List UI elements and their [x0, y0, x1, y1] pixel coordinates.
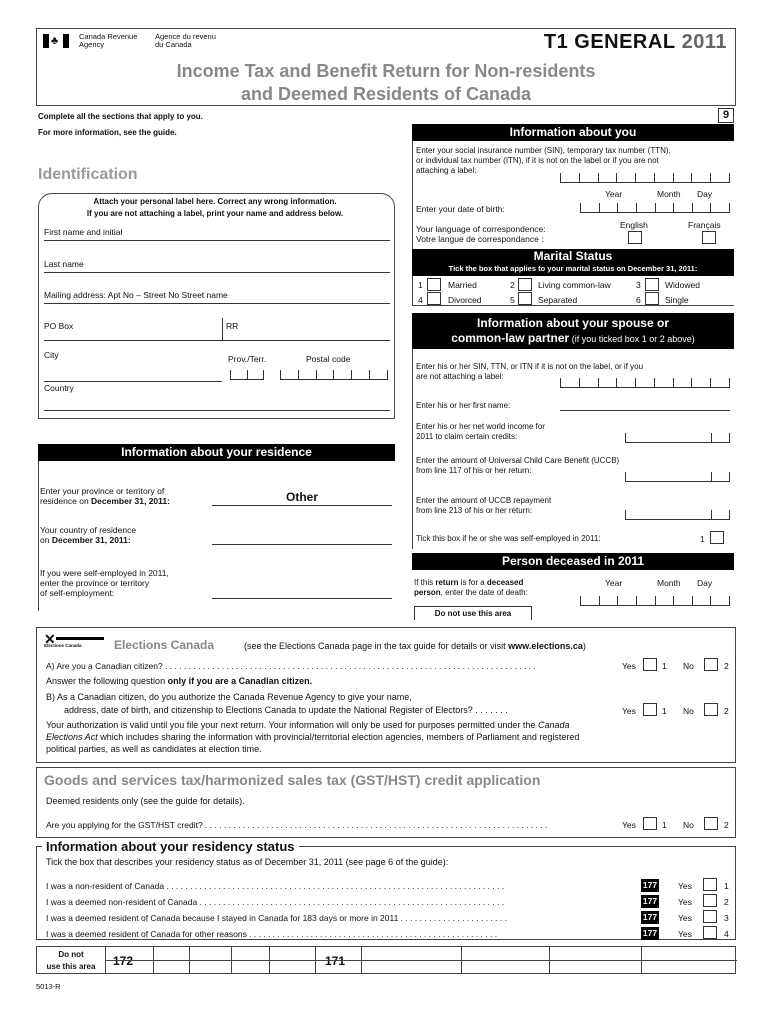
residency-checkbox-2[interactable] [703, 894, 717, 907]
francais-checkbox[interactable] [702, 231, 716, 244]
line-code-177: 177 [642, 896, 658, 906]
english-label: English [620, 220, 648, 230]
page-title: Income Tax and Benefit Return for Non-residents [176, 61, 596, 81]
spouse-heading-note: (if you ticked box 1 or 2 above) [569, 334, 695, 344]
dob-field[interactable] [580, 203, 730, 213]
city-label: City [44, 350, 59, 360]
marital-note: Tick the box that applies to your marital status on December 31, 2011: [448, 264, 698, 273]
po-box-label: PO Box [44, 321, 74, 331]
intro-line-1: Complete all the sections that apply to you. [38, 112, 203, 121]
residency-option-1: I was a non-resident of Canada . . . . . . . . . . . . . . . . . . . . . . . . . . . . . . . . . . . . . . . . . . . . . . . . . . . . . . . . . . . . . . . . . . . . . . . . [46, 881, 505, 891]
spouse-heading-1: Information about your spouse or [476, 316, 669, 330]
postal-label: Postal code [306, 354, 351, 364]
citizen-question: A) Are you a Canadian citizen? . . . . . . . . . . . . . . . . . . . . . . . . . . . . . . . . . . . . . . . . . . . . . . . . . . . . . . . . . . . . . . . . . . . . . . . . . . . . . . . [46, 661, 536, 671]
citizen-yes-checkbox[interactable] [643, 658, 657, 671]
label-note-1: Attach your personal label here. Correct any wrong information. [93, 197, 337, 206]
box-num: 1 [724, 881, 729, 891]
yes-label: Yes [678, 897, 692, 907]
box-num: 1 [662, 661, 667, 671]
country-label: Country [44, 383, 74, 393]
do-not-use-label: Do not use this area [46, 950, 96, 971]
first-name-field[interactable] [44, 240, 390, 241]
form-header [36, 28, 736, 106]
marital-heading: Marital Status [533, 249, 613, 263]
box-num: 4 [724, 929, 729, 939]
spouse-first-name-field[interactable] [560, 410, 730, 411]
prov-residence-value: Other [285, 490, 318, 504]
elections-intro: (see the Elections Canada page in the tax guide for details or visit www.elections.ca) [244, 641, 586, 651]
authorize-yes-checkbox[interactable] [643, 703, 657, 716]
self-employment-field[interactable] [212, 598, 392, 599]
language-label: Your language of correspondence: Votre langue de correspondance : [416, 224, 546, 244]
yes-label: Yes [678, 929, 692, 939]
deceased-day-label: Day [697, 578, 713, 588]
no-label: No [683, 661, 694, 671]
residence-heading: Information about your residence [38, 444, 395, 461]
line-code-177: 177 [642, 912, 658, 922]
residency-note: Tick the box that describes your residency status as of December 31, 2011 (see page 6 of the guide): [46, 857, 449, 867]
spouse-header [412, 313, 734, 349]
spouse-first-name-label: Enter his or her first name: [416, 401, 511, 410]
page-number: 9 [718, 108, 734, 123]
year-label: Year [605, 189, 623, 199]
elections-brand: Elections Canada [114, 638, 215, 652]
widowed-checkbox[interactable] [645, 278, 659, 291]
n4: 4 [418, 295, 423, 305]
francais-label: Français [688, 220, 721, 230]
box-num: 2 [724, 897, 729, 907]
spouse-income-label: Enter his or her net world income for 2011 to claim certain credits: [416, 422, 545, 441]
deceased-year-label: Year [605, 578, 623, 588]
yes-label: Yes [622, 706, 636, 716]
gst-yes-checkbox[interactable] [643, 817, 657, 830]
elections-canada-logo-icon: ✕ Elections Canada [44, 633, 106, 649]
last-name-label: Last name [44, 259, 84, 269]
authorize-question-2: address, date of birth, and citizenship to Elections Canada to update the National Register of Electors? . . . . . . . [64, 705, 508, 715]
postal-code-field[interactable] [280, 370, 388, 380]
sin-label: Enter your social insurance number (SIN), temporary tax number (TTN), or individual tax number (ITN), if it is not on the label or if you are not attaching a label: [416, 146, 671, 175]
n6: 6 [636, 295, 641, 305]
separated-checkbox[interactable] [518, 292, 532, 305]
english-checkbox[interactable] [628, 231, 642, 244]
n3: 3 [636, 280, 641, 290]
footer-grid [36, 946, 736, 974]
gst-no-checkbox[interactable] [704, 817, 718, 830]
residency-heading: Information about your residency status [42, 839, 299, 854]
spouse-self-employed-label: Tick this box if he or she was self-employed in 2011: [416, 534, 601, 543]
mailing-address-field[interactable] [44, 303, 390, 304]
authorization-text: Your authorization is valid until you file your next return. Your information will only be used for purposes permitted under the Canada Elections Act which includes sharing the information with provincial/territorial election agencies, members of Parliament and registered political parties, as well as candidates at election time. [46, 720, 580, 754]
uccb-label: Enter the amount of Universal Child Care Benefit (UCCB) from line 117 of his or her return: [416, 456, 620, 475]
spouse-heading-2: common-law partner [451, 331, 570, 345]
authorize-question-1: B) As a Canadian citizen, do you authorize the Canada Revenue Agency to give your name, [46, 692, 412, 702]
residency-option-3: I was a deemed resident of Canada because I stayed in Canada for 183 days or more in 2011 . . . . . . . . . . . . . . . . . . . . . . . [46, 913, 507, 923]
yes-label: Yes [622, 661, 636, 671]
prov-residence-label: Enter your province or territory of residence on December 31, 2011: [40, 486, 170, 506]
do-not-use-area: Do not use this area [414, 606, 532, 620]
yes-label: Yes [622, 820, 636, 830]
box-num: 2 [724, 706, 729, 716]
widowed-label: Widowed [665, 280, 700, 290]
single-checkbox[interactable] [645, 292, 659, 305]
label-note-2: If you are not attaching a label, print your name and address below. [86, 209, 344, 218]
canada-flag-icon: ♣ [43, 34, 69, 48]
country-residence-label: Your country of residence on December 31, 2011: [40, 525, 137, 545]
agency-name-fr: Agence du revenu du Canada [155, 32, 216, 49]
day-label: Day [697, 189, 713, 199]
deceased-label: If this return is for a deceased person, enter the date of death: [414, 578, 528, 597]
box-num: 2 [724, 661, 729, 671]
dob-label: Enter your date of birth: [416, 204, 505, 214]
deceased-heading: Person deceased in 2011 [412, 553, 734, 570]
prov-field[interactable] [230, 370, 264, 380]
yes-label: Yes [678, 913, 692, 923]
line-code-177: 177 [642, 880, 658, 890]
marital-header [412, 249, 734, 276]
po-box-field[interactable] [44, 340, 390, 341]
residency-checkbox-3[interactable] [703, 910, 717, 923]
n1: 1 [418, 280, 423, 290]
form-number: 5013-R [36, 982, 61, 991]
common-law-checkbox[interactable] [518, 278, 532, 291]
rr-label: RR [226, 321, 239, 331]
spouse-sin-field[interactable] [560, 378, 730, 388]
divorced-checkbox[interactable] [427, 292, 441, 305]
spouse-box-number: 1 [700, 534, 705, 544]
no-label: No [683, 820, 694, 830]
form-title: T1 GENERAL 2011 [543, 31, 727, 53]
residency-option-2: I was a deemed non-resident of Canada . . . . . . . . . . . . . . . . . . . . . . . . . . . . . . . . . . . . . . . . . . . . . . . . . . . . . . . . . . . . . . . . . [46, 897, 505, 907]
spouse-income-field[interactable] [625, 433, 730, 443]
box-num: 2 [724, 820, 729, 830]
agency-name-en: Canada Revenue Agency [79, 32, 138, 49]
yes-label: Yes [678, 881, 692, 891]
uccb-repayment-field[interactable] [625, 510, 730, 520]
citizen-no-checkbox[interactable] [704, 658, 718, 671]
spouse-sin-label: Enter his or her SIN, TTN, or ITN if it is not on the label, or if you are not attaching a label: [416, 362, 644, 381]
separated-label: Separated [538, 295, 578, 305]
box-num: 1 [662, 706, 667, 716]
uccb-field[interactable] [625, 472, 730, 482]
married-checkbox[interactable] [427, 278, 441, 291]
last-name-field[interactable] [44, 272, 390, 273]
residency-checkbox-4[interactable] [703, 926, 717, 939]
self-employed-label: If you were self-employed in 2011, enter the province or territory of self-employment: [40, 568, 169, 598]
date-of-death-field[interactable] [580, 596, 730, 606]
n5: 5 [510, 295, 515, 305]
residency-option-4: I was a deemed resident of Canada for other reasons . . . . . . . . . . . . . . . . . . . . . . . . . . . . . . . . . . . . . . . . . . . . . . . . . . . . . [46, 929, 498, 939]
gst-deemed-note: Deemed residents only (see the guide for details). [46, 796, 245, 806]
box-num: 3 [724, 913, 729, 923]
spouse-self-employed-checkbox[interactable] [710, 531, 724, 544]
code-172: 172 [113, 954, 134, 968]
intro-line-2: For more information, see the guide. [38, 128, 177, 137]
first-name-label: First name and initial [44, 227, 123, 237]
month-label: Month [657, 189, 681, 199]
box-num: 1 [662, 820, 667, 830]
married-label: Married [448, 280, 477, 290]
gst-heading: Goods and services tax/harmonized sales tax (GST/HST) credit application [44, 772, 541, 788]
citizen-note: Answer the following question only if you are a Canadian citizen. [46, 676, 313, 686]
prov-label: Prov./Terr. [228, 354, 267, 364]
prov-residence-field[interactable] [212, 505, 392, 506]
page-subtitle: and Deemed Residents of Canada [240, 84, 532, 104]
deceased-month-label: Month [657, 578, 681, 588]
line-code-177: 177 [642, 928, 658, 938]
divider [222, 318, 223, 340]
about-you-heading: Information about you [412, 124, 734, 141]
common-law-label: Living common-law [538, 280, 611, 290]
single-label: Single [665, 295, 689, 305]
n2: 2 [510, 280, 515, 290]
uccb-repayment-label: Enter the amount of UCCB repayment from line 213 of his or her return: [416, 496, 552, 515]
no-label: No [683, 706, 694, 716]
mailing-address-label: Mailing address: Apt No – Street No Street name [44, 290, 228, 300]
city-field[interactable] [44, 381, 222, 382]
country-residence-field[interactable] [212, 544, 392, 545]
residency-checkbox-1[interactable] [703, 878, 717, 891]
gst-question: Are you applying for the GST/HST credit? . . . . . . . . . . . . . . . . . . . . . . . . . . . . . . . . . . . . . . . . . . . . . . . . . . . . . . . . . . . . . . . . . . . . . . . . . [46, 820, 548, 830]
sin-field[interactable] [560, 173, 730, 183]
divorced-label: Divorced [448, 295, 482, 305]
identification-heading: Identification [38, 166, 138, 183]
country-field[interactable] [44, 410, 390, 411]
code-171: 171 [325, 954, 346, 968]
authorize-no-checkbox[interactable] [704, 703, 718, 716]
